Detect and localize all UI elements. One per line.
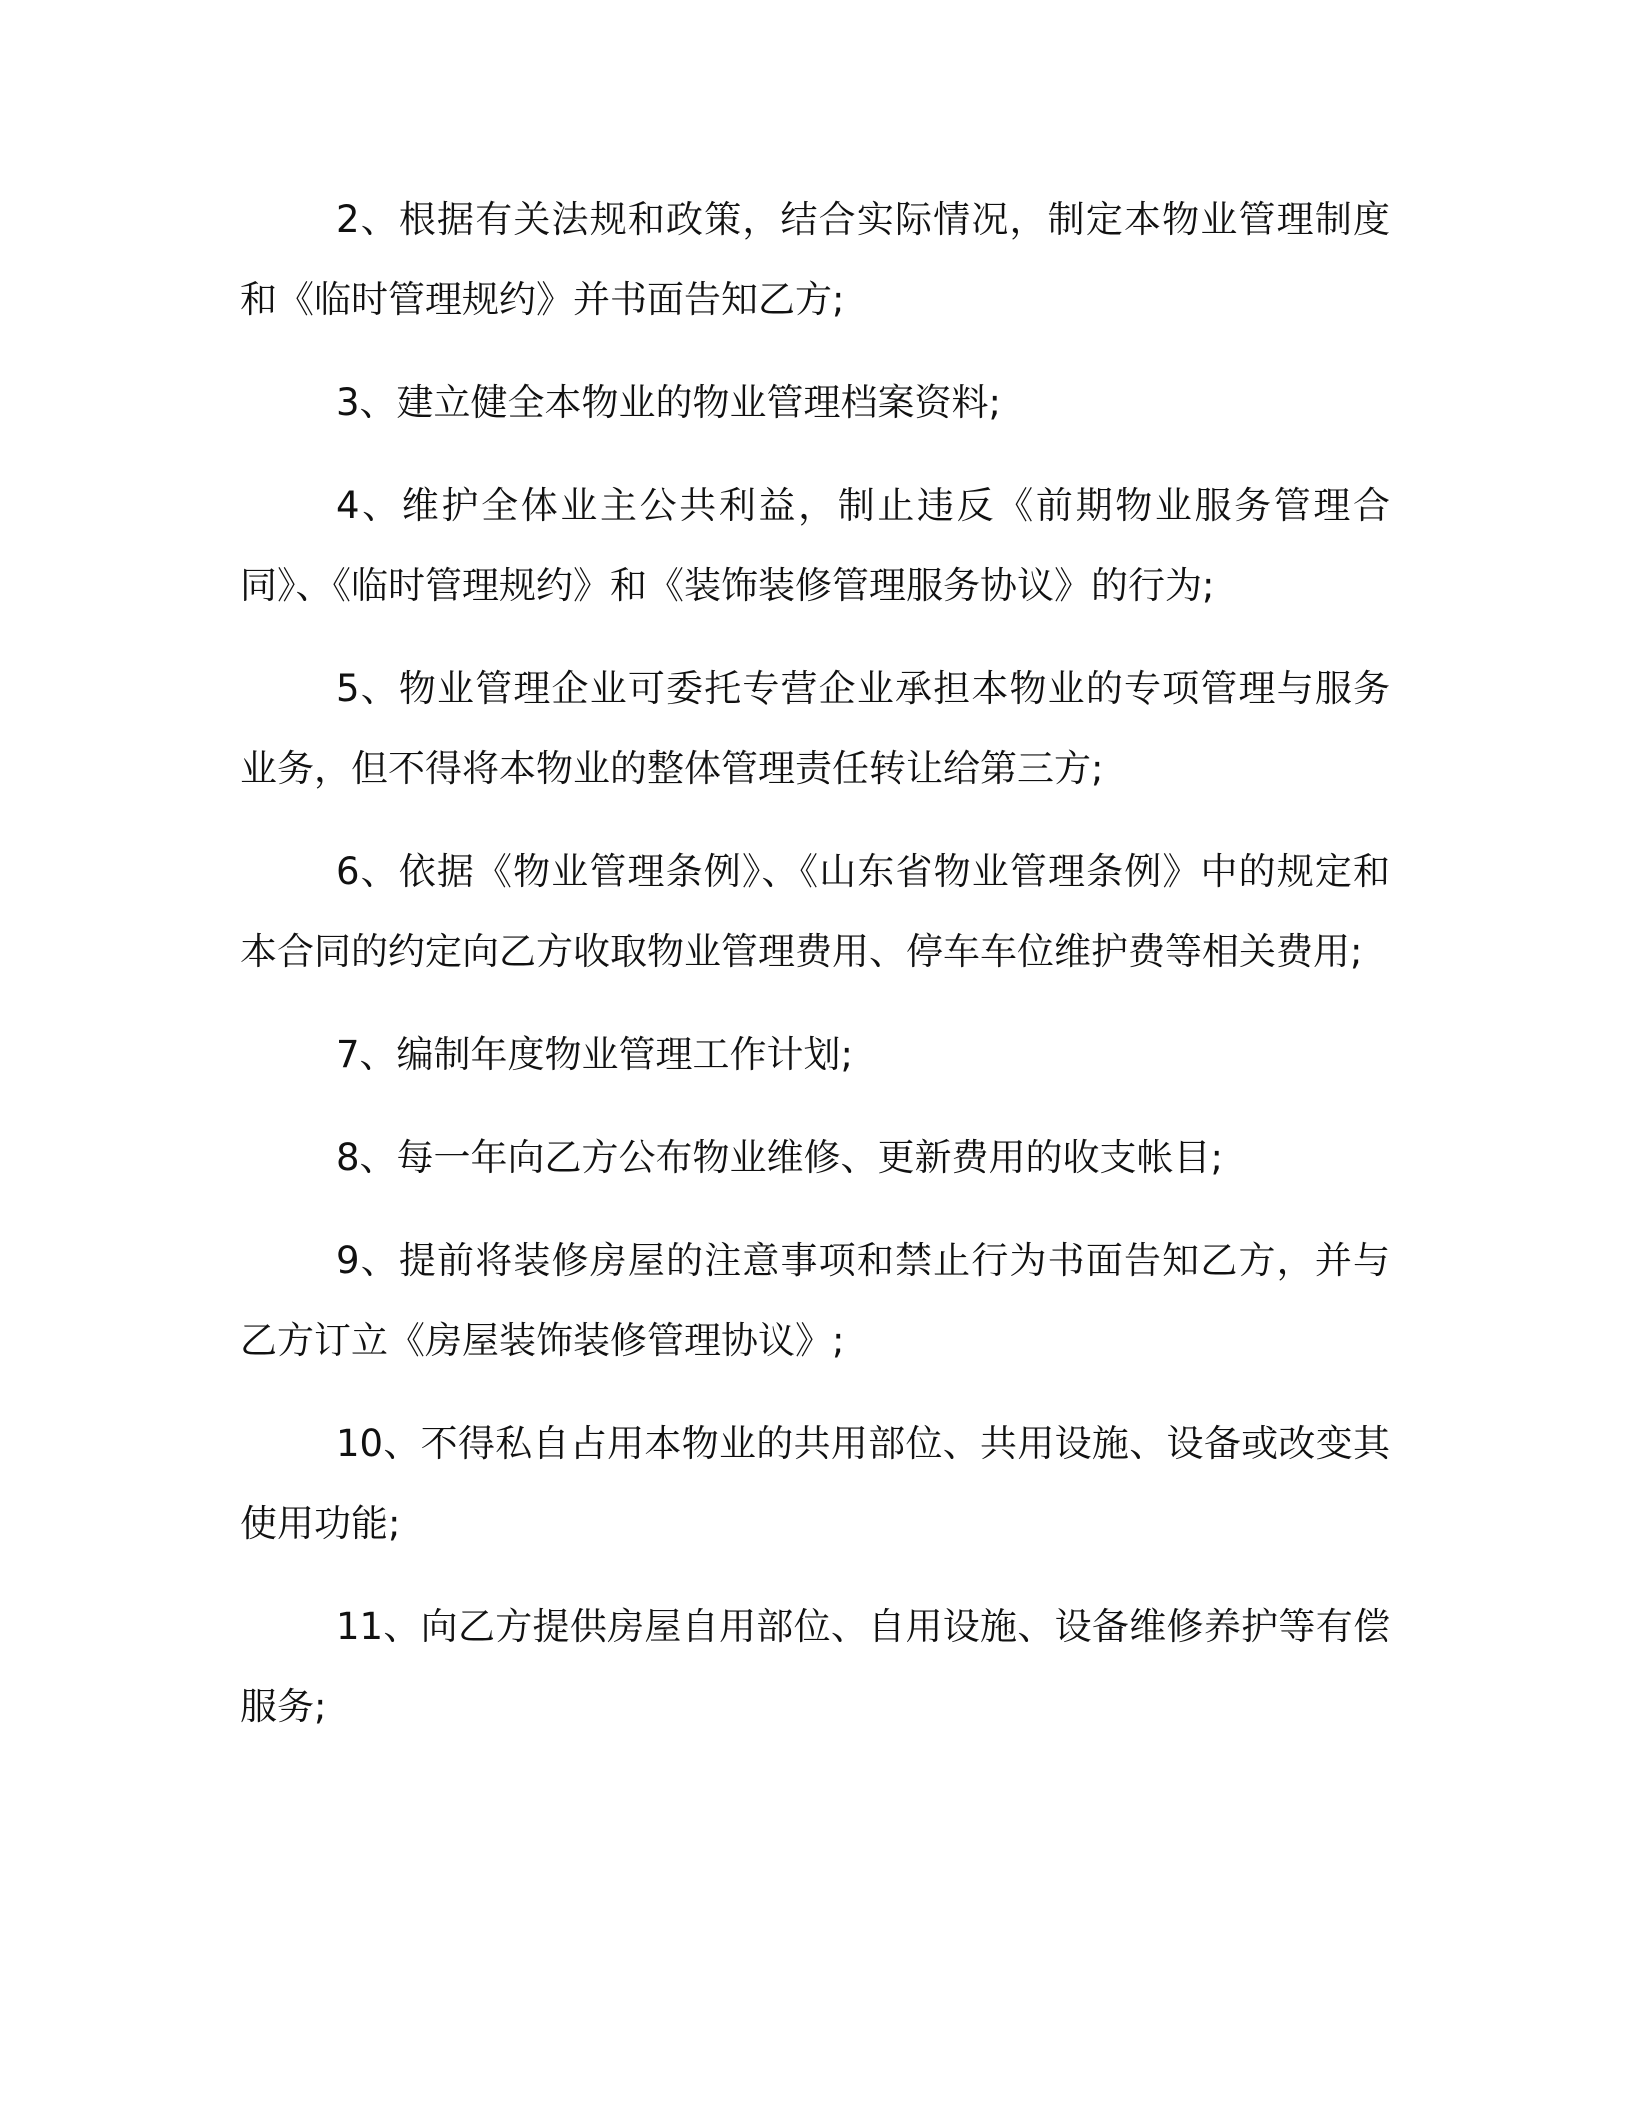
clause-8: 8、每一年向乙方公布物业维修、更新费用的收支帐目; — [336, 1136, 1224, 1179]
clause-2: 2、根据有关法规和政策，结合实际情况，制定本物业管理制度和《临时管理规约》并书面告知乙方; — [240, 198, 1390, 321]
clause-3: 3、建立健全本物业的物业管理档案资料; — [336, 381, 1002, 424]
clause-5: 5、物业管理企业可委托专营企业承担本物业的专项管理与服务业务，但不得将本物业的整体管理责任转让给第三方; — [240, 667, 1390, 790]
clause-9: 9、提前将装修房屋的注意事项和禁止行为书面告知乙方，并与乙方订立《房屋装饰装修管理协议》; — [240, 1239, 1390, 1362]
clause-7: 7、编制年度物业管理工作计划; — [336, 1033, 854, 1076]
clause-10: 10、不得私自占用本物业的共用部位、共用设施、设备或改变其使用功能; — [240, 1422, 1390, 1545]
clause-4: 4、维护全体业主公共利益，制止违反《前期物业服务管理合同》、《临时管理规约》和《装饰装修管理服务协议》的行为; — [240, 484, 1390, 607]
clause-11: 11、向乙方提供房屋自用部位、自用设施、设备维修养护等有偿服务; — [240, 1605, 1390, 1728]
clause-6: 6、依据《物业管理条例》、《山东省物业管理条例》中的规定和本合同的约定向乙方收取物业管理费用、停车车位维护费等相关费用; — [240, 850, 1390, 973]
document-body — [240, 180, 1390, 1770]
